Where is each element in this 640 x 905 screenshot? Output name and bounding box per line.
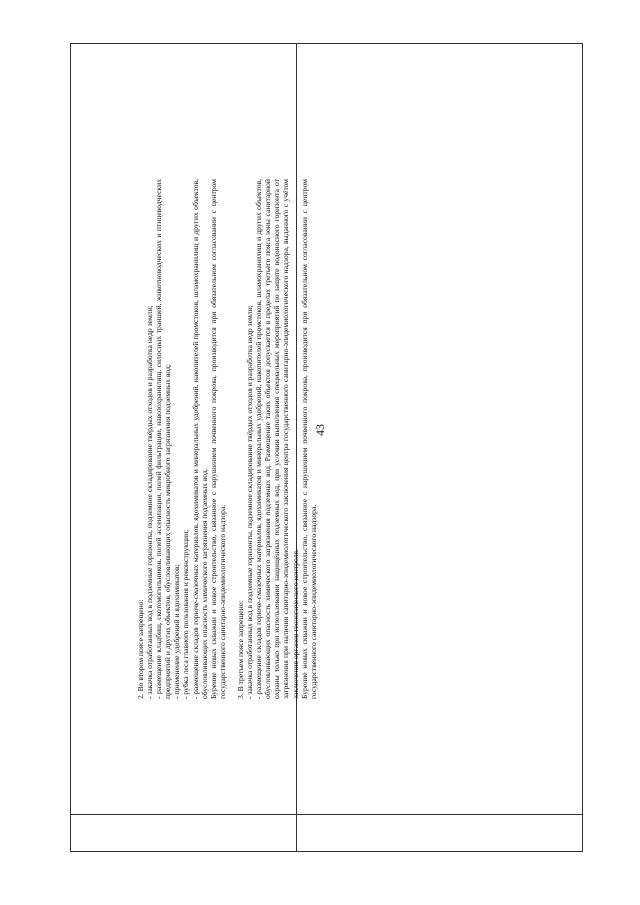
zone3-heading: 3. В третьем поясе запрещено:: [235, 600, 245, 699]
zone2-item: - размещение складов горюче-смазочных материалов, ядохимикатов и минеральных удобрений, накопителей промстоков, шламохранилищ и других объектов, обусловливающих опасность химического загрязнения подземных вод.: [190, 179, 209, 699]
paragraph-gap: [227, 179, 236, 699]
page-number: 43: [313, 424, 327, 436]
zone2-item: - закачка отработанных вод в подземные горизонты, подземное складирование твёрдых отходов и разработка недр земли;: [145, 305, 155, 699]
zone2-item: Бурение новых скважин и новое строительство, связанное с нарушением почвенного покрова, производится при обязательном согласовании с центром государственного санитарно-эпидемиологического надзора.: [208, 179, 227, 699]
restrictions-text: [136, 179, 426, 699]
zone2-item: - рубка леса главного пользования и реконструкции;: [181, 529, 191, 699]
row-divider: [71, 814, 582, 815]
zone3-item: - закачка отработанных вод в подземные горизонты, подземное складирование твёрдых отходов и разработка недр земли;: [245, 305, 255, 699]
zone2-item: - размещение кладбищ, скотомогильников, полей ассенизации, полей фильтрации, навозохранилищ, силосных траншей, животноводческих и птицеводческих предприятий и других объектов, обусловливающих опасность микробного загрязнения подземных вод;: [154, 179, 173, 699]
zone2-heading: 2. Во втором поясе запрещено:: [136, 599, 145, 699]
table-frame: [70, 43, 583, 852]
zone2-item: - применение удобрений и ядохимикатов;: [172, 564, 182, 699]
zone3-item: Бурение новых скважин и новое строительство, связанное с нарушением почвенного покрова, производится при обязательном согласовании с центром государственного санитарно-эпидемиологического надзора.: [299, 179, 318, 699]
zone3-item: - размещение складов горюче-смазочных материалов, ядохимикатов и минеральных удобрений, накопителей промстоков, шламохранилищ и других объектов, обусловливающих опасность химического загрязнения подземных вод. Размещение таких объектов допускается в пределах третьего пояса зоны санитарной охраны только при использовании защищённых подземных вод, при условии выполнения специальных мероприятий по защите водоносного горизонта от загрязнения при наличии санитарно-эпидемиологического заключения центра государственного санитарно-эпидемиологического надзора, выданного с учётом заключения органов геологического контроля.: [254, 179, 300, 699]
restrictions-cell: [21, 179, 541, 699]
